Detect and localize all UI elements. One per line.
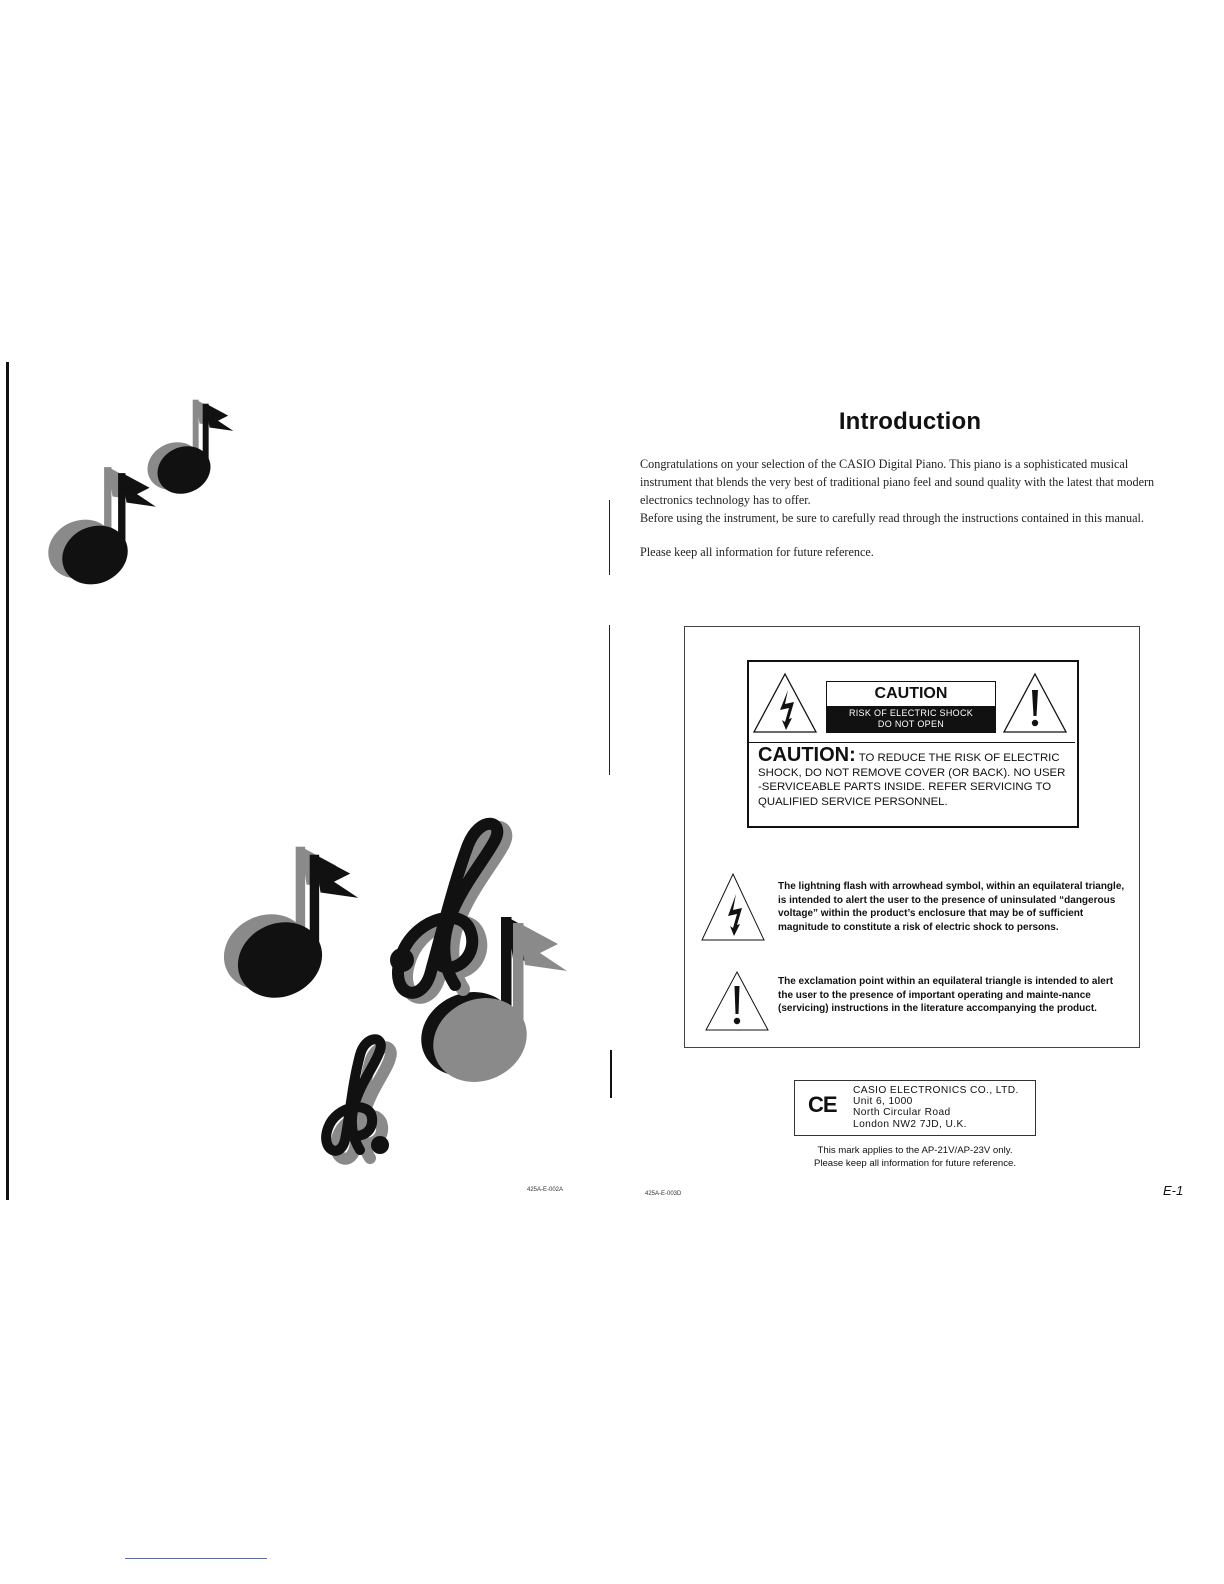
left-page-code: 425A-E-002A [527, 1187, 564, 1193]
intro-paragraph: Before using the instrument, be sure to carefully read through the instructions contained in this manual. [640, 511, 1144, 525]
lightning-triangle-icon [700, 872, 766, 944]
address-line: Unit 6, 1000 [853, 1096, 913, 1108]
exclamation-symbol-explanation: The exclamation point within an equilateral triangle is intended to alert the user to the presence of important operating and mainte-nance (servicing) instructions in the literature accompanying the product. [778, 976, 1114, 1015]
intro-paragraph: Please keep all information for future reference. [640, 545, 874, 559]
caution-label-warning [826, 707, 996, 733]
lightning-triangle-icon [752, 672, 818, 734]
treble-clef-icon [390, 824, 505, 997]
ce-address [853, 1085, 1019, 1130]
introduction-text [640, 455, 1182, 561]
page-title: Introduction [838, 408, 982, 435]
ce-note-line: This mark applies to the AP-21V/AP-23V only. [817, 1145, 1013, 1156]
caution-divider [747, 742, 1075, 743]
caution-label-line: RISK OF ELECTRIC SHOCK [848, 708, 974, 718]
ce-note [780, 1144, 1050, 1170]
page-number: E-1 [1163, 1183, 1184, 1198]
treble-clef-icon [326, 1039, 391, 1158]
right-page-code: 425A-E-003D [645, 1191, 682, 1197]
exclamation-triangle-icon [1002, 672, 1068, 734]
caution-heading: CAUTION: [758, 744, 856, 766]
caution-body: TO REDUCE THE RISK OF ELECTRIC SHOCK, DO NOT REMOVE COVER (OR BACK). NO USER -SERVICEABLE PARTS INSIDE. REFER SERVICING TO QUALIFIED SERVICE PERSONNEL. [758, 752, 1066, 808]
company-name: CASIO ELECTRONICS CO., LTD. [853, 1085, 1019, 1096]
eighth-note-icon [140, 400, 234, 503]
lightning-symbol-explanation: The lightning flash with arrowhead symbol, within an equilateral triangle, is intended to alert the user to the presence of uninsulated “dangerous voltage” within the product’s enclosure that may be of sufficient magnitude to constitute a risk of electric shock to persons. [778, 881, 1125, 933]
caution-statement [758, 744, 1068, 809]
intro-paragraph: Congratulations on your selection of the CASIO Digital Piano. This piano is a sophisticated musical instrument that blends the very best of traditional piano feel and sound quality with the latest that modern electronics technology has to offer. [640, 457, 1155, 507]
bottom-rule [125, 1558, 267, 1559]
ce-mark: CE [808, 1092, 837, 1117]
eighth-note-icon [211, 847, 358, 1012]
address-line: North Circular Road [853, 1107, 951, 1119]
caution-label-line: DO NOT OPEN [877, 719, 945, 729]
eighth-note-icon [39, 467, 156, 595]
caution-label-title: CAUTION [826, 681, 996, 707]
exclamation-triangle-icon [704, 970, 770, 1032]
address-line: London NW2 7JD, U.K. [853, 1118, 967, 1130]
music-notes-illustration [0, 0, 612, 1220]
ce-note-line: Please keep all information for future reference. [813, 1158, 1017, 1169]
